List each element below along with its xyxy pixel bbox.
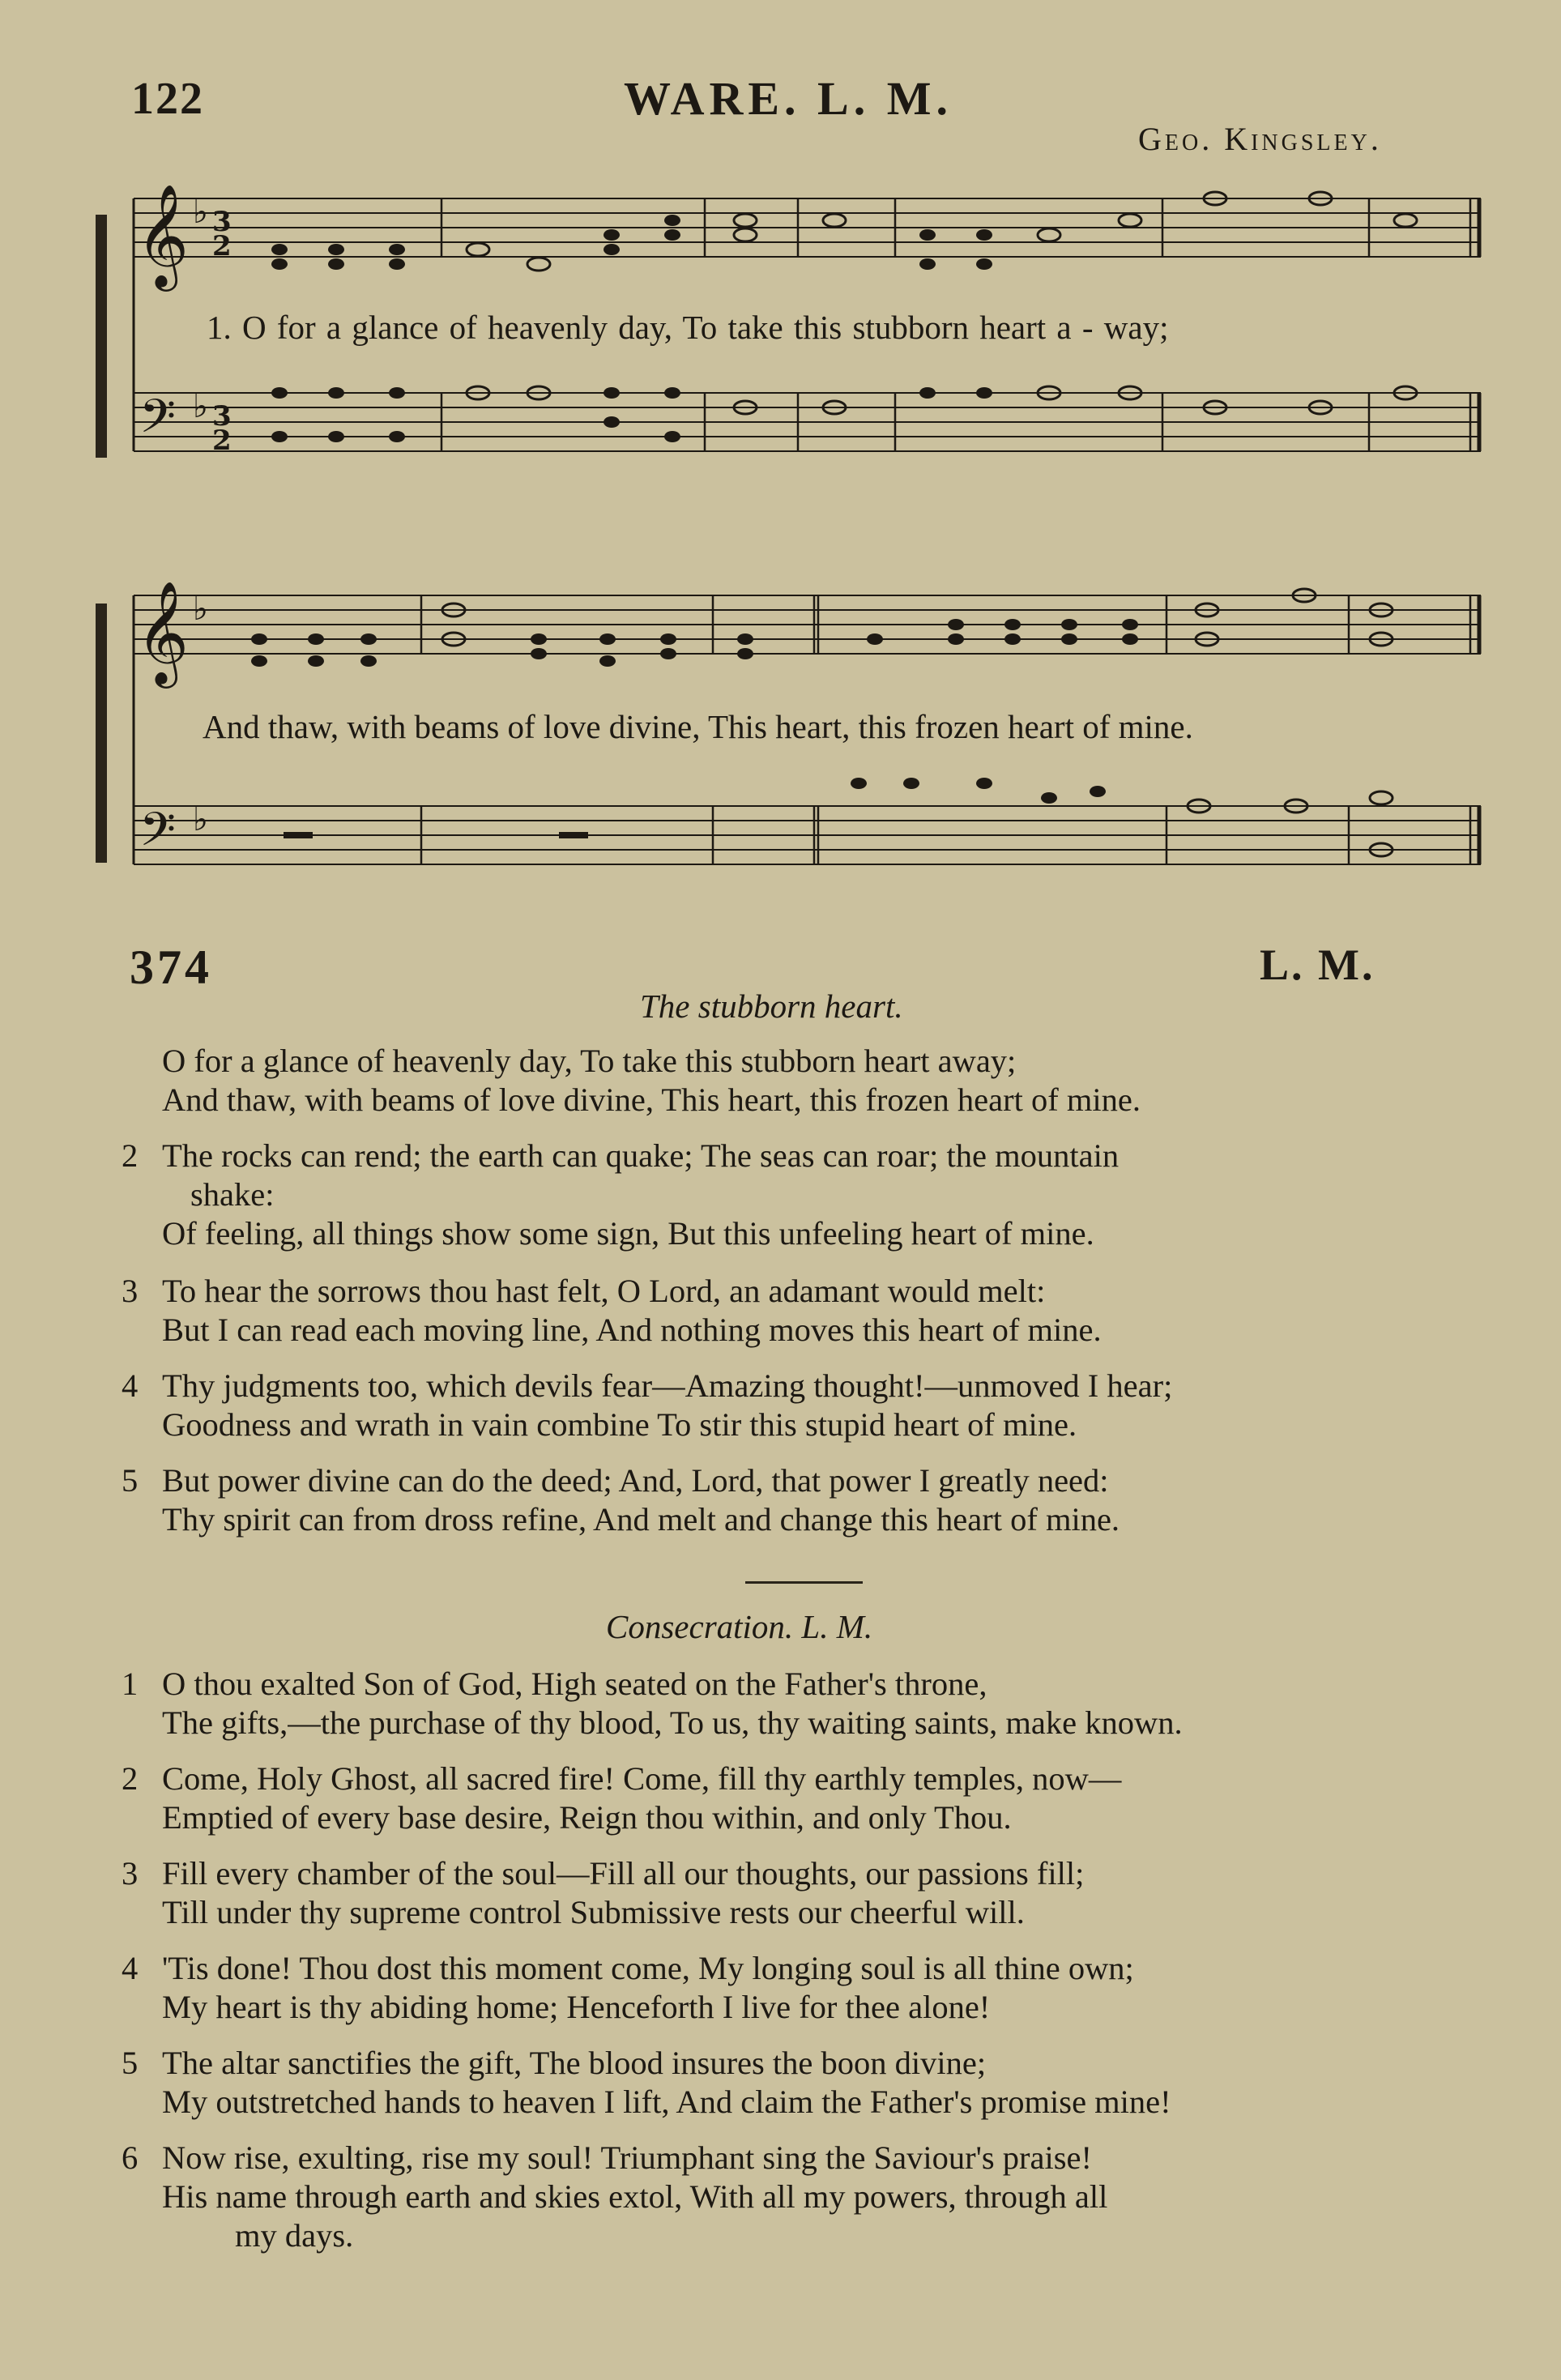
bass-clef-icon: 𝄢 [139, 389, 177, 455]
flat-icon: ♭ [193, 801, 208, 838]
verse-line: And thaw, with beams of love divine, This heart, this frozen heart of mine. [162, 1081, 1141, 1118]
verse-line: 'Tis done! Thou dost this moment come, My longing soul is all thine own; [162, 1950, 1134, 1986]
treble-clef-icon: 𝄞 [136, 183, 190, 287]
section-divider [745, 1581, 863, 1584]
music-score [0, 0, 1561, 907]
lyric-line-1: 1. O for a glance of heavenly day, To take this stubborn heart a - way; [207, 309, 1169, 346]
verse-line: The altar sanctifies the gift, The blood insures the boon divine; [162, 2045, 987, 2081]
brace-ornament [96, 215, 107, 458]
consecration-subtitle: Consecration. L. M. [606, 1608, 873, 1645]
verse-number: 5 [122, 2045, 139, 2081]
bass-staff-2 [134, 806, 1481, 864]
verse-number: 2 [122, 1760, 139, 1797]
verse-number: 1 [122, 1666, 139, 1702]
verse-line: O for a glance of heavenly day, To take this stubborn heart away; [162, 1043, 1017, 1079]
verse-line: My outstretched hands to heaven I lift, And claim the Father's promise mine! [162, 2084, 1171, 2120]
treble-clef-icon: 𝄞 [136, 580, 190, 684]
verse-line: Fill every chamber of the soul—Fill all our thoughts, our passions fill; [162, 1855, 1085, 1892]
flat-icon: ♭ [193, 591, 208, 628]
verse-line: But power divine can do the deed; And, Lord, that power I greatly need: [162, 1462, 1109, 1499]
verse-line: Come, Holy Ghost, all sacred fire! Come, fill thy earthly temples, now— [162, 1760, 1122, 1797]
flat-icon: ♭ [193, 194, 208, 231]
time-signature: 3 [212, 206, 232, 238]
verse-number: 4 [122, 1950, 139, 1986]
lyric-line-2: And thaw, with beams of love divine, This heart, this frozen heart of mine. [203, 708, 1193, 745]
verse-line: But I can read each moving line, And nothing moves this heart of mine. [162, 1312, 1102, 1348]
verse-line: Now rise, exulting, rise my soul! Triumphant sing the Saviour's praise! [162, 2139, 1092, 2176]
verse-number: 4 [122, 1367, 139, 1404]
bass-staff-1 [134, 393, 1481, 451]
verse-number: 6 [122, 2139, 139, 2176]
verse-line: To hear the sorrows thou hast felt, O Lord, an adamant would melt: [162, 1273, 1046, 1309]
bass-clef-icon: 𝄢 [139, 802, 177, 868]
treble-staff-2 [134, 595, 1481, 654]
verse-line: Thy spirit can from dross refine, And melt and change this heart of mine. [162, 1501, 1120, 1538]
verse-number: 5 [122, 1462, 139, 1499]
composer: Geo. Kingsley. [1138, 121, 1382, 157]
time-signature: 2 [212, 230, 232, 262]
verse-line: Till under thy supreme control Submissive rests our cheerful will. [162, 1894, 1025, 1930]
page-number: 122 [131, 74, 204, 124]
flat-icon: ♭ [193, 388, 208, 425]
verse-line: my days. [235, 2217, 354, 2254]
verse-line: Goodness and wrath in vain combine To stir this stupid heart of mine. [162, 1406, 1077, 1443]
verse-line: Emptied of every base desire, Reign thou within, and only Thou. [162, 1799, 1012, 1836]
verse-number: 3 [122, 1273, 139, 1309]
verse-line: O thou exalted Son of God, High seated on the Father's throne, [162, 1666, 987, 1702]
verse-line: My heart is thy abiding home; Henceforth I live for thee alone! [162, 1989, 991, 2025]
tune-title: WARE. L. M. [624, 72, 953, 125]
hymn-number: 374 [130, 940, 212, 994]
verse-number: 2 [122, 1137, 139, 1174]
verse-line: Of feeling, all things show some sign, But this unfeeling heart of mine. [162, 1215, 1094, 1252]
hymn-subtitle: The stubborn heart. [640, 987, 903, 1025]
brace-ornament [96, 604, 107, 863]
verse-line: The rocks can rend; the earth can quake; The seas can roar; the mountain [162, 1137, 1120, 1174]
hymn-meter: L. M. [1260, 940, 1375, 989]
verse-line: The gifts,—the purchase of thy blood, To us, thy waiting saints, make known. [162, 1704, 1183, 1741]
verse-line: His name through earth and skies extol, With all my powers, through all [162, 2178, 1108, 2215]
verse-line: shake: [190, 1176, 275, 1213]
verse-number: 3 [122, 1855, 139, 1892]
time-signature: 3 [212, 400, 232, 433]
verse-line: Thy judgments too, which devils fear—Amazing thought!—unmoved I hear; [162, 1367, 1173, 1404]
time-signature: 2 [212, 424, 232, 457]
